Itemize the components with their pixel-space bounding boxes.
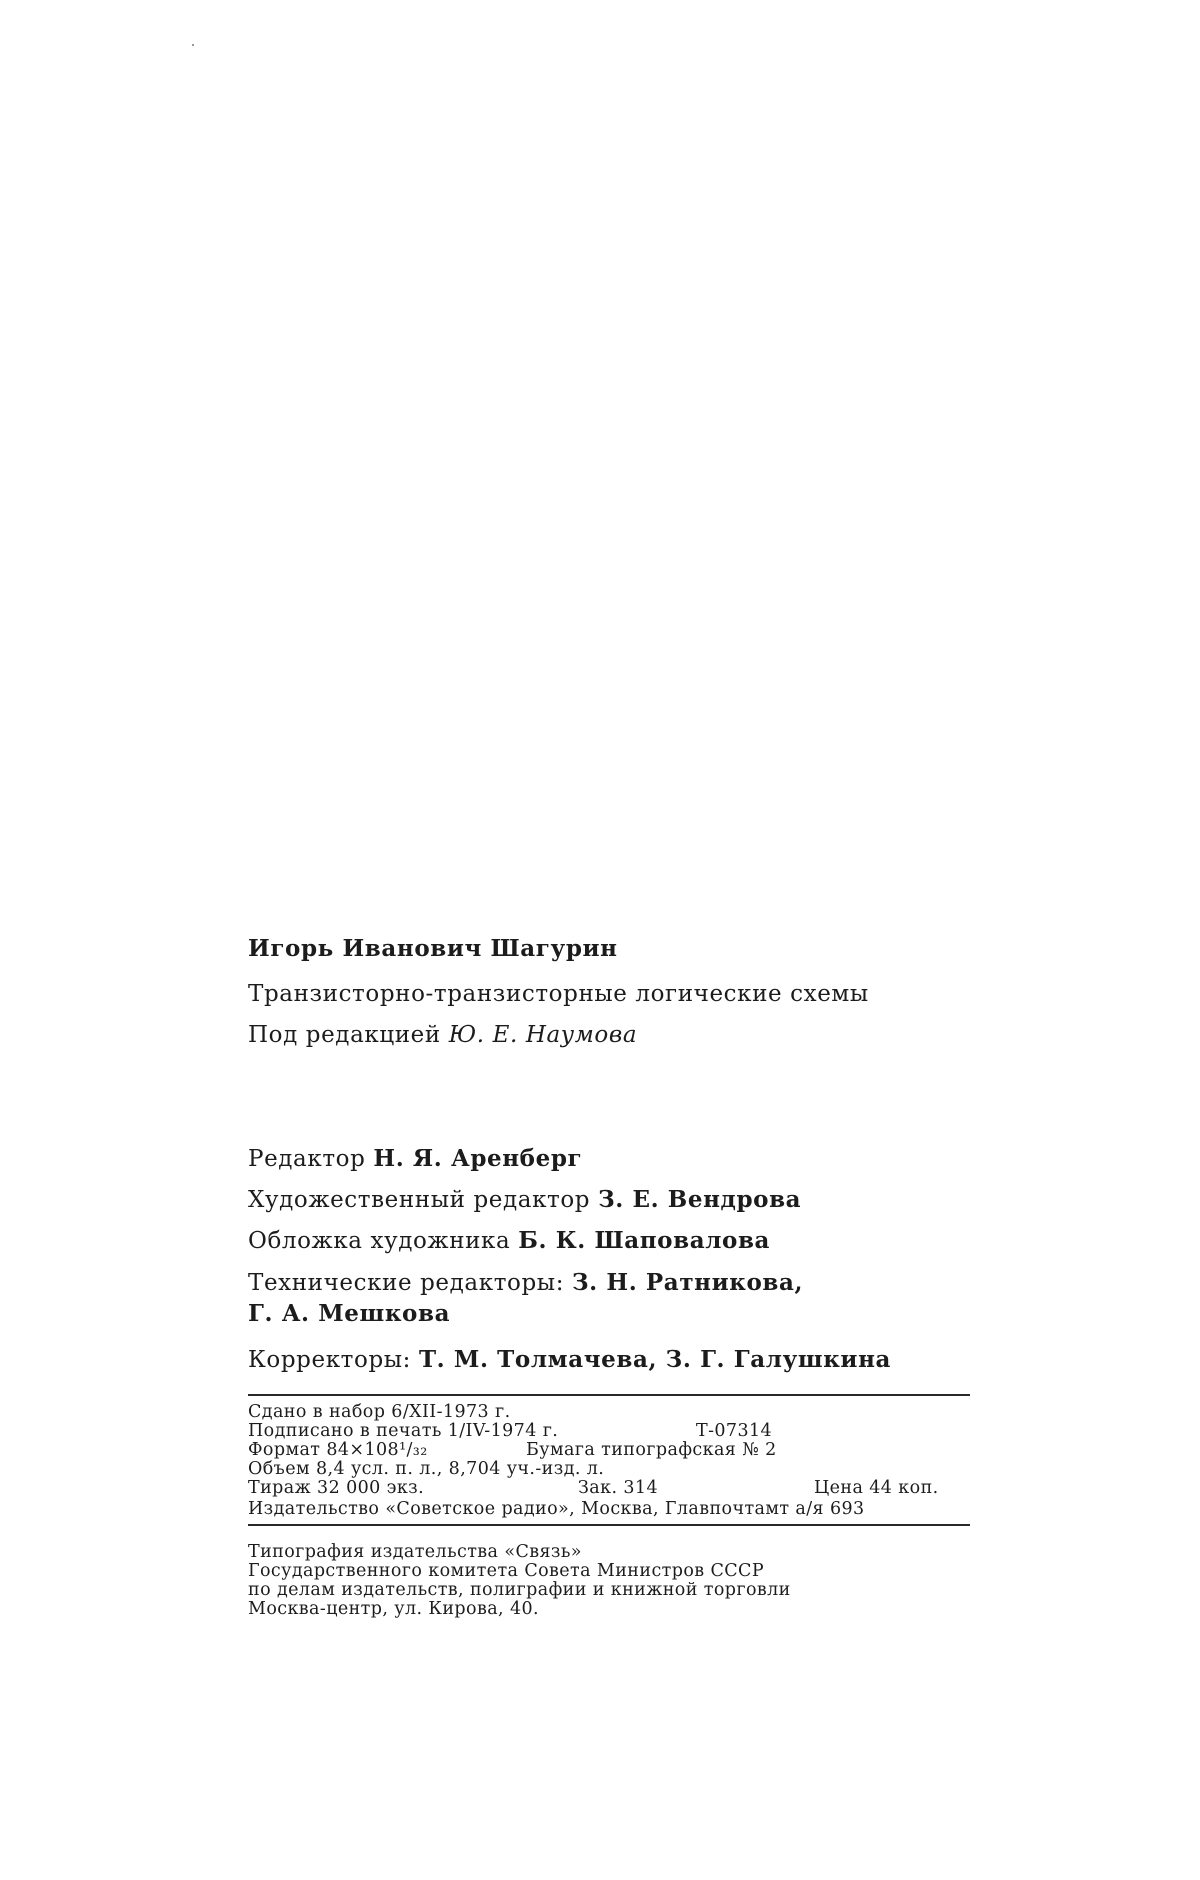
credit-tech-editors xyxy=(248,1271,803,1295)
credit-cover-name: Б. К. Шаповалова xyxy=(518,1227,771,1254)
credit-tech-editors-name2: Г. А. Мешкова xyxy=(248,1300,451,1327)
credit-proofreaders-names: Т. М. Толмачева, З. Г. Галушкина xyxy=(418,1346,892,1373)
editor-line xyxy=(248,1024,637,1047)
imprint-bottom-rule xyxy=(248,1524,970,1526)
imprint-paper: Бумага типографская № 2 xyxy=(526,1440,777,1460)
credit-art-editor-name: З. Е. Вендрова xyxy=(598,1186,802,1213)
printer-line-2: Государственного комитета Совета Министров СССР xyxy=(248,1561,765,1581)
printer-line-4: Москва-центр, ул. Кирова, 40. xyxy=(248,1599,540,1619)
credit-editor-label: Редактор xyxy=(248,1146,366,1172)
imprint-format: Формат 84×108¹/₃₂ xyxy=(248,1440,428,1460)
imprint-publisher: Издательство «Советское радио», Москва, Главпочтамт а/я 693 xyxy=(248,1499,865,1519)
credit-cover xyxy=(248,1229,770,1253)
credit-cover-label: Обложка художника xyxy=(248,1228,511,1254)
editor-line-prefix: Под редакцией xyxy=(248,1022,441,1048)
imprint-order: Зак. 314 xyxy=(578,1478,659,1498)
credit-editor xyxy=(248,1147,582,1171)
credit-tech-editors-label: Технические редакторы: xyxy=(248,1270,565,1296)
credit-proofreaders-label: Корректоры: xyxy=(248,1347,412,1373)
imprint-signed: Подписано в печать 1/IV-1974 г. xyxy=(248,1421,559,1441)
author-name: Игорь Иванович Шагурин xyxy=(248,935,618,962)
print-speck xyxy=(192,44,194,46)
imprint-print-run: Тираж 32 000 экз. xyxy=(248,1478,425,1498)
printer-line-3: по делам издательств, полиграфии и книжной торговли xyxy=(248,1580,791,1600)
imprint-code: Т-07314 xyxy=(696,1421,773,1441)
credit-tech-editors-name1: З. Н. Ратникова, xyxy=(571,1269,804,1296)
imprint-volume: Объем 8,4 усл. п. л., 8,704 уч.-изд. л. xyxy=(248,1459,605,1479)
credit-art-editor xyxy=(248,1188,801,1212)
imprint-price: Цена 44 коп. xyxy=(814,1478,939,1498)
editor-line-name: Ю. Е. Наумова xyxy=(448,1022,638,1048)
book-title: Транзисторно-транзисторные логические схемы xyxy=(248,981,869,1007)
imprint-submitted: Сдано в набор 6/XII-1973 г. xyxy=(248,1402,511,1422)
credit-art-editor-label: Художественный редактор xyxy=(248,1187,591,1213)
imprint-top-rule xyxy=(248,1394,970,1396)
credit-editor-name: Н. Я. Аренберг xyxy=(373,1145,583,1172)
credit-proofreaders xyxy=(248,1348,891,1372)
printer-line-1: Типография издательства «Связь» xyxy=(248,1542,582,1562)
